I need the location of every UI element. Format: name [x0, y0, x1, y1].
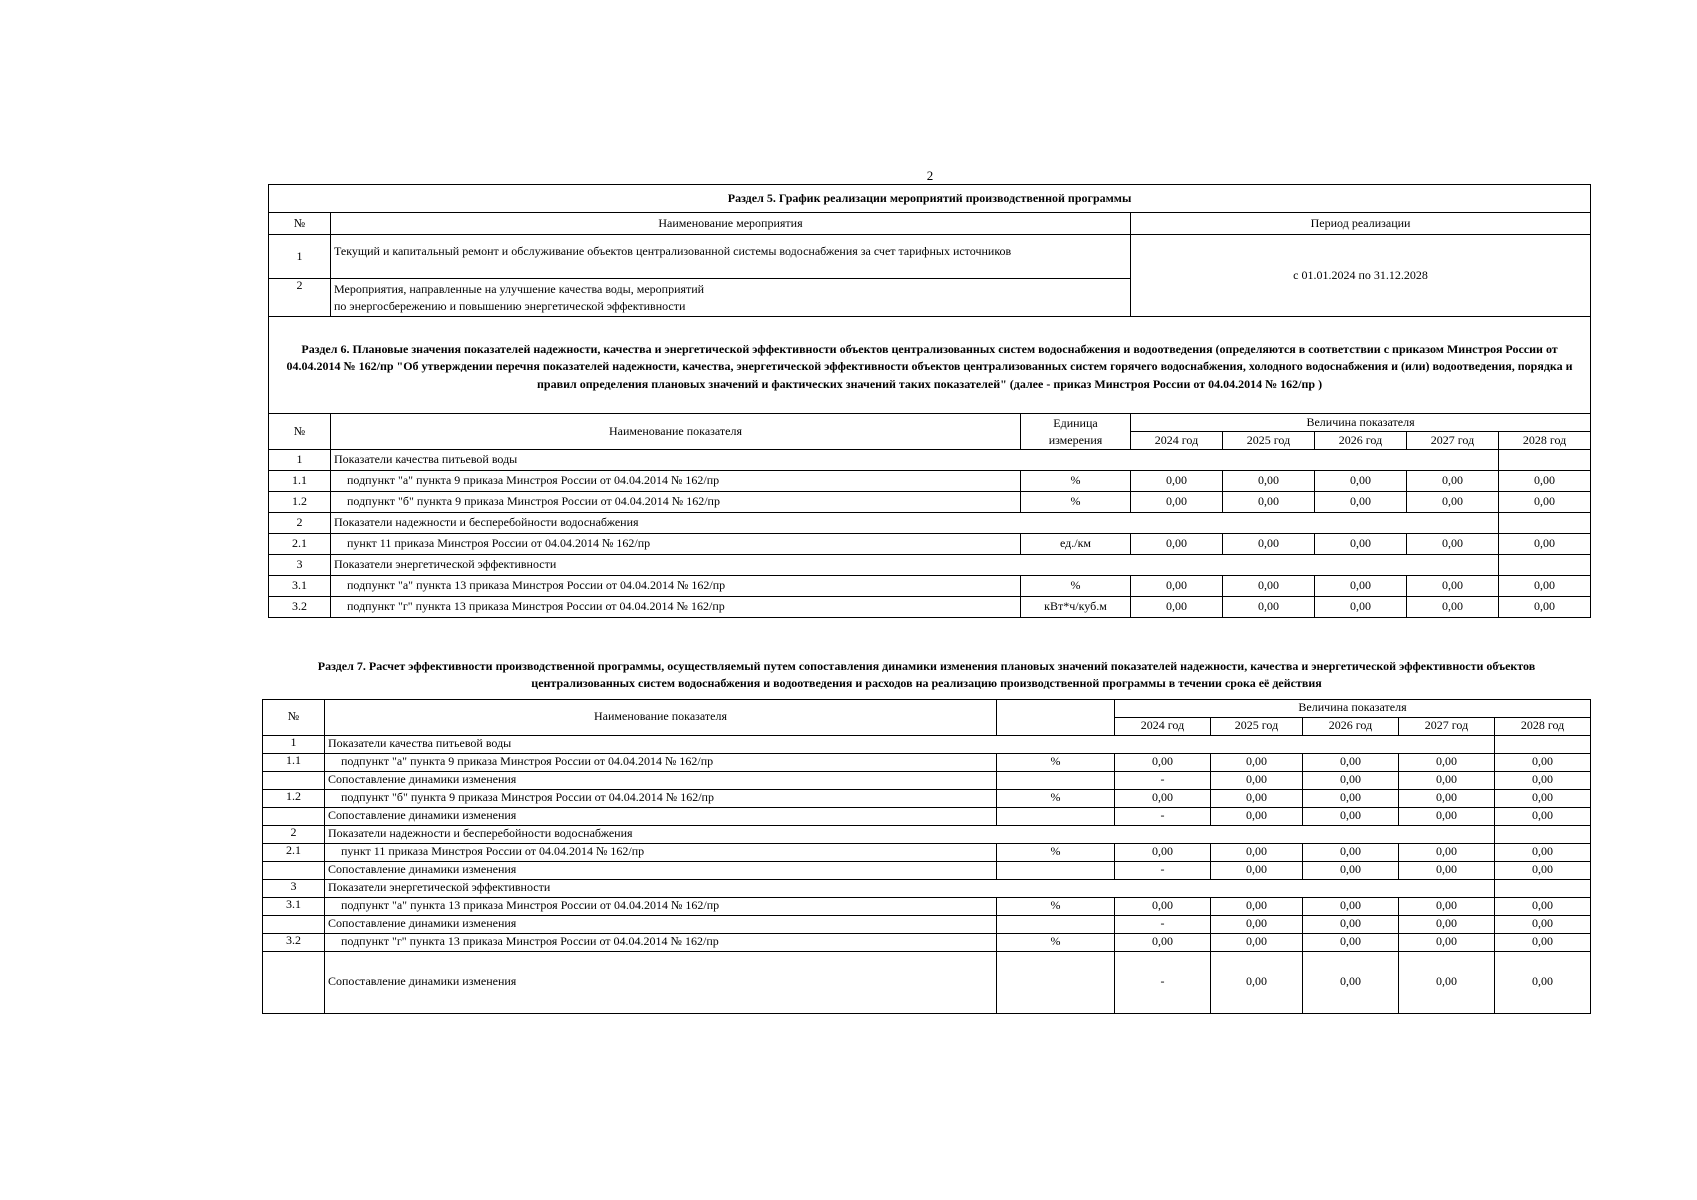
- table-row: [263, 897, 1591, 915]
- value-cell: 0,00: [1223, 576, 1315, 597]
- unit: %: [1021, 471, 1131, 492]
- value-cell: 0,00: [1399, 789, 1495, 807]
- value-cell: 0,00: [1303, 915, 1399, 933]
- group-label: Показатели энергетической эффективности: [325, 879, 1495, 897]
- row-number: 3.2: [263, 933, 325, 951]
- year-header: 2025 год: [1211, 717, 1303, 735]
- indicator-name: подпункт "г" пункта 13 приказа Минстроя России от 04.04.2014 № 162/пр: [325, 933, 997, 951]
- group-label: Показатели качества питьевой воды: [331, 450, 1499, 471]
- row-number: 1.1: [263, 753, 325, 771]
- value-cell: 0,00: [1315, 534, 1407, 555]
- value-cell: 0,00: [1303, 843, 1399, 861]
- section7-col-name: Наименование показателя: [325, 699, 997, 735]
- table-row: [263, 915, 1591, 933]
- value-cell: 0,00: [1495, 807, 1591, 825]
- section7-col-value: Величина показателя: [1115, 699, 1591, 717]
- value-cell: 0,00: [1223, 492, 1315, 513]
- indicator-name: Сопоставление динамики изменения: [325, 951, 997, 1013]
- section5-row-name: Текущий и капитальный ремонт и обслуживание объектов централизованной системы водоснабжения за счет тарифных источников: [331, 235, 1131, 279]
- table-row: [263, 807, 1591, 825]
- indicator-name: Сопоставление динамики изменения: [325, 771, 997, 789]
- value-cell: 0,00: [1303, 861, 1399, 879]
- value-cell: 0,00: [1407, 597, 1499, 618]
- section6-col-value: Величина показателя: [1131, 414, 1591, 432]
- indicator-name: подпункт "г" пункта 13 приказа Минстроя России от 04.04.2014 № 162/пр: [331, 597, 1021, 618]
- value-cell: 0,00: [1407, 534, 1499, 555]
- unit: ед./км: [1021, 534, 1131, 555]
- section5-col-period: Период реализации: [1131, 213, 1591, 235]
- value-cell: 0,00: [1303, 933, 1399, 951]
- value-cell: 0,00: [1495, 789, 1591, 807]
- value-cell: 0,00: [1211, 789, 1303, 807]
- year-header: 2025 год: [1223, 432, 1315, 450]
- unit: %: [1021, 576, 1131, 597]
- table-row: [269, 492, 1591, 513]
- row-number: 1.1: [269, 471, 331, 492]
- value-cell: 0,00: [1223, 534, 1315, 555]
- row-number: 2: [269, 513, 331, 534]
- value-cell: 0,00: [1115, 897, 1211, 915]
- table-row: [263, 933, 1591, 951]
- table-row: [263, 951, 1591, 1013]
- value-cell: 0,00: [1223, 597, 1315, 618]
- row-number: 3.2: [269, 597, 331, 618]
- value-cell: 0,00: [1399, 933, 1495, 951]
- year-header: 2028 год: [1499, 432, 1591, 450]
- value-cell: 0,00: [1399, 897, 1495, 915]
- empty-cell: [1499, 555, 1591, 576]
- value-cell: 0,00: [1115, 753, 1211, 771]
- row-number: 1: [269, 450, 331, 471]
- section6-col-unit: Единица измерения: [1021, 414, 1131, 450]
- table-row: [269, 471, 1591, 492]
- row-number: [263, 861, 325, 879]
- value-cell: 0,00: [1499, 534, 1591, 555]
- unit: %: [997, 753, 1115, 771]
- indicator-name: пункт 11 приказа Минстроя России от 04.04.2014 № 162/пр: [331, 534, 1021, 555]
- indicator-name: подпункт "а" пункта 9 приказа Минстроя России от 04.04.2014 № 162/пр: [325, 753, 997, 771]
- value-cell: 0,00: [1211, 915, 1303, 933]
- unit: [997, 915, 1115, 933]
- group-label: Показатели энергетической эффективности: [331, 555, 1499, 576]
- empty-cell: [1499, 513, 1591, 534]
- table-row: [269, 450, 1591, 471]
- row-number: 2.1: [269, 534, 331, 555]
- value-cell: -: [1115, 771, 1211, 789]
- unit: %: [1021, 492, 1131, 513]
- value-cell: 0,00: [1407, 492, 1499, 513]
- row-number: 3.1: [269, 576, 331, 597]
- value-cell: 0,00: [1131, 534, 1223, 555]
- table-row: [269, 576, 1591, 597]
- unit: %: [997, 897, 1115, 915]
- row-number: [263, 951, 325, 1013]
- empty-cell: [1499, 450, 1591, 471]
- value-cell: 0,00: [1131, 492, 1223, 513]
- empty-cell: [1495, 735, 1591, 753]
- value-cell: 0,00: [1399, 915, 1495, 933]
- row-number: 2.1: [263, 843, 325, 861]
- section5-row-no: 2: [269, 279, 331, 317]
- unit: %: [997, 843, 1115, 861]
- year-header: 2024 год: [1115, 717, 1211, 735]
- value-cell: 0,00: [1131, 471, 1223, 492]
- group-label: Показатели качества питьевой воды: [325, 735, 1495, 753]
- year-header: 2027 год: [1399, 717, 1495, 735]
- value-cell: 0,00: [1499, 471, 1591, 492]
- unit: %: [997, 789, 1115, 807]
- unit: [997, 807, 1115, 825]
- value-cell: -: [1115, 951, 1211, 1013]
- unit: [997, 771, 1115, 789]
- value-cell: 0,00: [1211, 951, 1303, 1013]
- value-cell: -: [1115, 915, 1211, 933]
- value-cell: 0,00: [1399, 843, 1495, 861]
- year-header: 2027 год: [1407, 432, 1499, 450]
- value-cell: 0,00: [1131, 576, 1223, 597]
- indicator-name: пункт 11 приказа Минстроя России от 04.04.2014 № 162/пр: [325, 843, 997, 861]
- group-label: Показатели надежности и бесперебойности водоснабжения: [325, 825, 1495, 843]
- value-cell: 0,00: [1499, 492, 1591, 513]
- value-cell: 0,00: [1499, 576, 1591, 597]
- row-number: 3: [263, 879, 325, 897]
- value-cell: 0,00: [1211, 861, 1303, 879]
- indicator-name: подпункт "б" пункта 9 приказа Минстроя России от 04.04.2014 № 162/пр: [325, 789, 997, 807]
- group-label: Показатели надежности и бесперебойности водоснабжения: [331, 513, 1499, 534]
- value-cell: -: [1115, 807, 1211, 825]
- section7-table: [262, 654, 1591, 1014]
- value-cell: 0,00: [1303, 771, 1399, 789]
- value-cell: 0,00: [1315, 471, 1407, 492]
- year-header: 2028 год: [1495, 717, 1591, 735]
- section7-title: Раздел 7. Расчет эффективности производственной программы, осуществляемый путем сопоставления динамики изменения плановых значений показателей надежности, качества и энергетической эффективности объектов централизованных систем водоснабжения и водоотведения и расходов на реализацию производственной программы в течении срока её действия: [317, 659, 1536, 691]
- table-row: [269, 597, 1591, 618]
- table-row: [263, 861, 1591, 879]
- value-cell: 0,00: [1211, 753, 1303, 771]
- value-cell: 0,00: [1115, 789, 1211, 807]
- value-cell: 0,00: [1407, 576, 1499, 597]
- row-number: [263, 915, 325, 933]
- section5-title: Раздел 5. График реализации мероприятий производственной программы: [269, 185, 1591, 213]
- value-cell: 0,00: [1303, 753, 1399, 771]
- table-row: [263, 735, 1591, 753]
- value-cell: 0,00: [1223, 471, 1315, 492]
- table-row: [269, 534, 1591, 555]
- row-number: 1.2: [269, 492, 331, 513]
- indicator-name: Сопоставление динамики изменения: [325, 807, 997, 825]
- page-number: 2: [926, 168, 934, 183]
- table-row: [269, 555, 1591, 576]
- table-row: [263, 879, 1591, 897]
- row-number: 1: [263, 735, 325, 753]
- section5-col-name: Наименование мероприятия: [331, 213, 1131, 235]
- row-number: 3: [269, 555, 331, 576]
- indicator-name: Сопоставление динамики изменения: [325, 861, 997, 879]
- section5-6-table: [268, 184, 1591, 618]
- indicator-name: подпункт "а" пункта 13 приказа Минстроя России от 04.04.2014 № 162/пр: [331, 576, 1021, 597]
- row-number: [263, 807, 325, 825]
- value-cell: 0,00: [1399, 861, 1495, 879]
- value-cell: 0,00: [1315, 492, 1407, 513]
- value-cell: 0,00: [1399, 771, 1495, 789]
- value-cell: 0,00: [1495, 897, 1591, 915]
- value-cell: 0,00: [1399, 753, 1495, 771]
- section6-title: Раздел 6. Плановые значения показателей надежности, качества и энергетической эффективности объектов централизованных систем водоснабжения и водоотведения (определяются в соответствии с приказом Минстроя России от 04.04.2014 № 162/пр "Об утверждении перечня показателей надежности, качества, энергетической эффективности объектов централизованных систем горячего водоснабжения, холодного водоснабжения и (или) водоотведения, порядка и правил определения плановых значений и фактических значений таких показателей" (далее - приказ Минстроя России от 04.04.2014 № 162/пр ): [269, 317, 1591, 414]
- value-cell: 0,00: [1115, 843, 1211, 861]
- value-cell: 0,00: [1315, 597, 1407, 618]
- table-row: [263, 753, 1591, 771]
- value-cell: 0,00: [1211, 771, 1303, 789]
- value-cell: 0,00: [1211, 897, 1303, 915]
- row-number: 1.2: [263, 789, 325, 807]
- value-cell: 0,00: [1303, 789, 1399, 807]
- section7-col-no: №: [263, 699, 325, 735]
- section6-col-no: №: [269, 414, 331, 450]
- value-cell: 0,00: [1315, 576, 1407, 597]
- indicator-name: подпункт "а" пункта 13 приказа Минстроя России от 04.04.2014 № 162/пр: [325, 897, 997, 915]
- value-cell: 0,00: [1399, 807, 1495, 825]
- value-cell: 0,00: [1407, 471, 1499, 492]
- section5-row-no: 1: [269, 235, 331, 279]
- row-number: 2: [263, 825, 325, 843]
- empty-cell: [1495, 825, 1591, 843]
- indicator-name: Сопоставление динамики изменения: [325, 915, 997, 933]
- value-cell: 0,00: [1495, 915, 1591, 933]
- year-header: 2026 год: [1303, 717, 1399, 735]
- indicator-name: подпункт "а" пункта 9 приказа Минстроя России от 04.04.2014 № 162/пр: [331, 471, 1021, 492]
- value-cell: 0,00: [1211, 933, 1303, 951]
- value-cell: 0,00: [1303, 897, 1399, 915]
- value-cell: 0,00: [1499, 597, 1591, 618]
- value-cell: 0,00: [1211, 807, 1303, 825]
- value-cell: 0,00: [1131, 597, 1223, 618]
- empty-cell: [1495, 879, 1591, 897]
- table-row: [263, 843, 1591, 861]
- value-cell: 0,00: [1495, 861, 1591, 879]
- year-header: 2024 год: [1131, 432, 1223, 450]
- row-number: 3.1: [263, 897, 325, 915]
- unit: [997, 861, 1115, 879]
- unit: кВт*ч/куб.м: [1021, 597, 1131, 618]
- value-cell: 0,00: [1495, 933, 1591, 951]
- section5-col-no: №: [269, 213, 331, 235]
- value-cell: -: [1115, 861, 1211, 879]
- section7-col-unit: [997, 699, 1115, 735]
- indicator-name: подпункт "б" пункта 9 приказа Минстроя России от 04.04.2014 № 162/пр: [331, 492, 1021, 513]
- value-cell: 0,00: [1495, 753, 1591, 771]
- value-cell: 0,00: [1303, 807, 1399, 825]
- table-row: [263, 825, 1591, 843]
- section5-period: с 01.01.2024 по 31.12.2028: [1131, 235, 1591, 317]
- table-row: [263, 789, 1591, 807]
- value-cell: 0,00: [1211, 843, 1303, 861]
- value-cell: 0,00: [1495, 771, 1591, 789]
- value-cell: 0,00: [1399, 951, 1495, 1013]
- value-cell: 0,00: [1303, 951, 1399, 1013]
- unit: %: [997, 933, 1115, 951]
- value-cell: 0,00: [1495, 843, 1591, 861]
- unit: [997, 951, 1115, 1013]
- table-row: [263, 771, 1591, 789]
- value-cell: 0,00: [1115, 933, 1211, 951]
- row-number: [263, 771, 325, 789]
- table-row: [269, 513, 1591, 534]
- section6-col-name: Наименование показателя: [331, 414, 1021, 450]
- year-header: 2026 год: [1315, 432, 1407, 450]
- section5-row-name: Мероприятия, направленные на улучшение качества воды, мероприятий по энергосбережению и повышению энергетической эффективности: [331, 279, 1131, 317]
- value-cell: 0,00: [1495, 951, 1591, 1013]
